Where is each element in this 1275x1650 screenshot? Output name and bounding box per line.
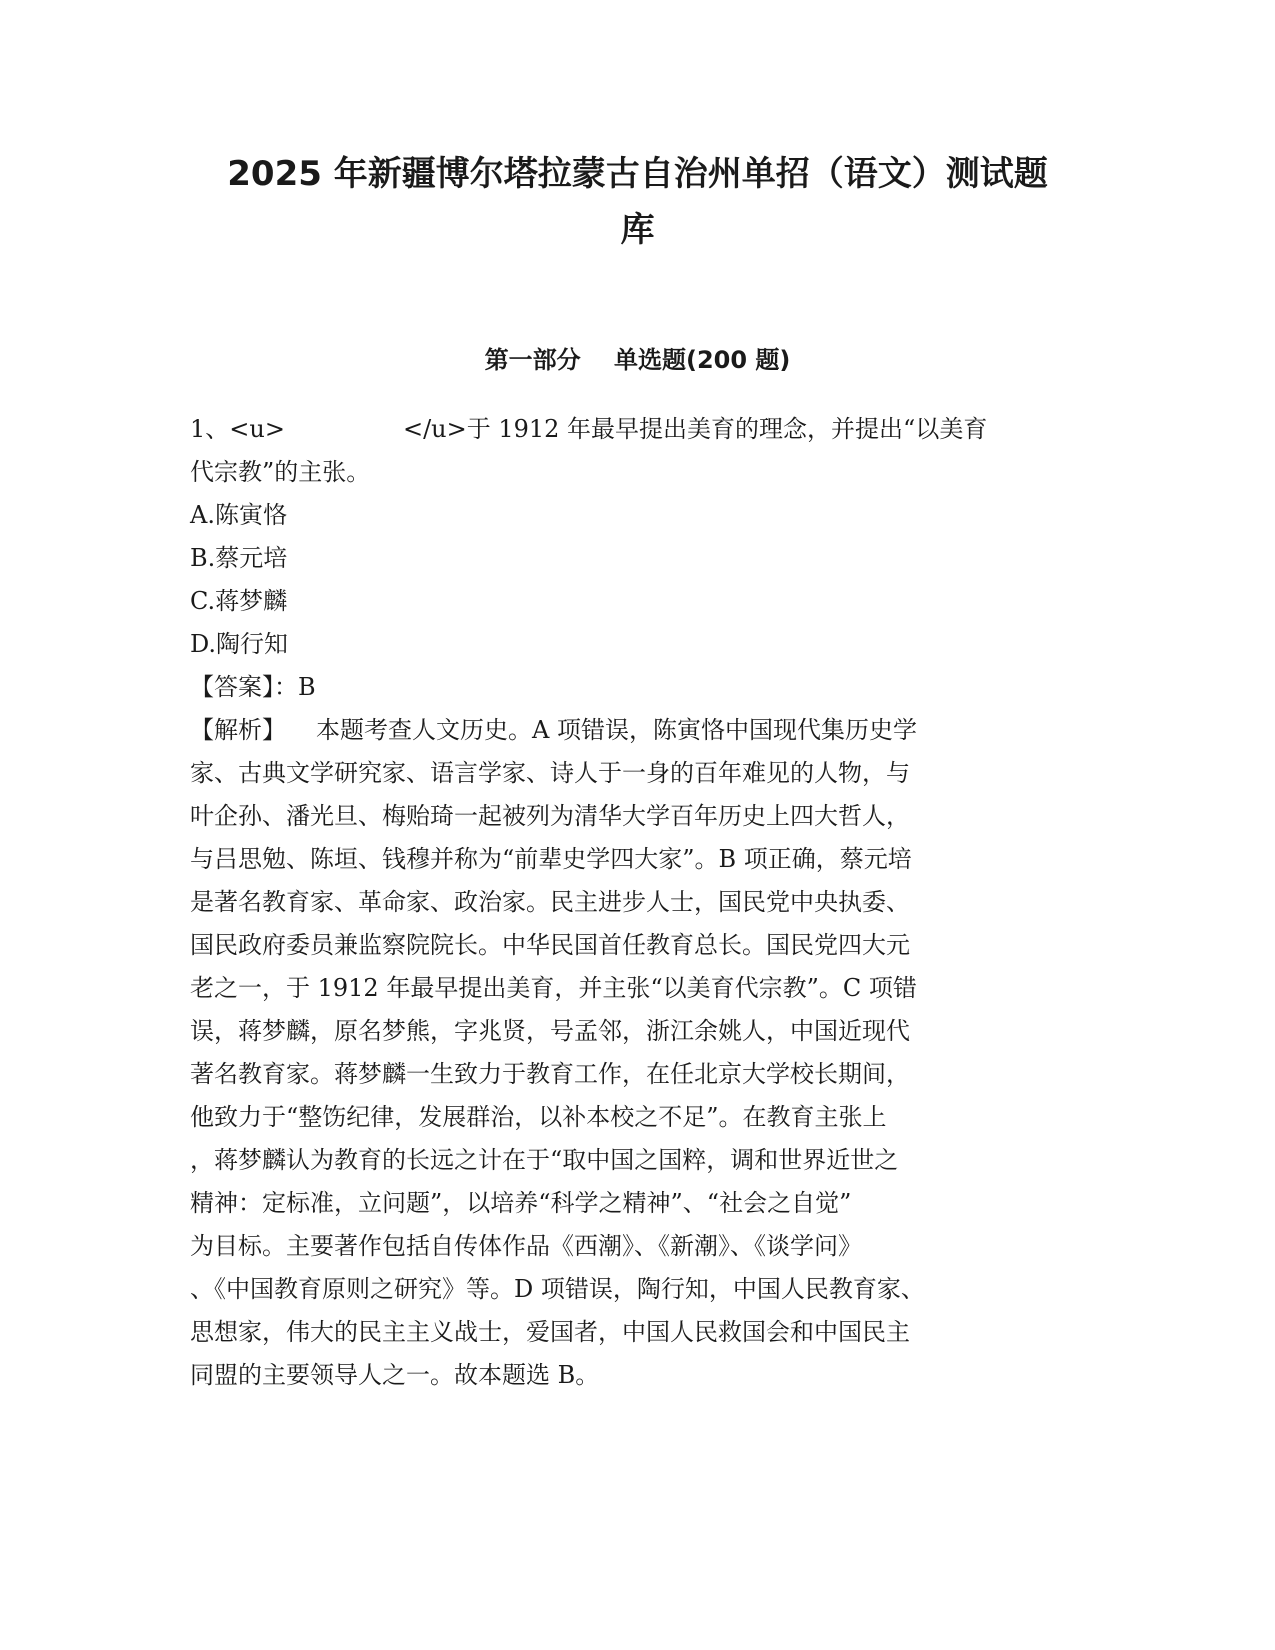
analysis-text-1: 本题考查人文历史。A 项错误，陈寅恪中国现代集历史学: [316, 716, 917, 744]
analysis-line-5: 是著名教育家、革命家、政治家。民主进步人士，国民党中央执委、: [190, 888, 910, 916]
question-stem-line-1: [190, 408, 1085, 451]
question-stem-text: </u>于 1912 年最早提出美育的理念，并提出“以美育: [402, 415, 988, 443]
option-d: D.陶行知: [190, 630, 289, 658]
analysis-line-3: 叶企孙、潘光旦、梅贻琦一起被列为清华大学百年历史上四大哲人，: [190, 802, 910, 830]
analysis-line-14: 、《中国教育原则之研究》等。D 项错误，陶行知，中国人民教育家、: [190, 1275, 925, 1303]
document-title: [190, 146, 1085, 258]
document-title-line-2: 库: [620, 210, 655, 250]
analysis-line-15: 思想家，伟大的民主主义战士，爱国者，中国人民救国会和中国民主: [190, 1318, 910, 1346]
question-block: [190, 408, 1085, 1397]
analysis-line-7: 老之一，于 1912 年最早提出美育，并主张“以美育代宗教”。C 项错: [190, 974, 917, 1002]
analysis-line-13: 为目标。主要著作包括自传体作品《西潮》、《新潮》、《谈学问》: [190, 1232, 862, 1260]
option-a: A.陈寅恪: [190, 501, 287, 529]
analysis-label: 【解析】: [190, 716, 286, 744]
question-number: 1、<u>: [190, 415, 285, 443]
analysis-line-2: 家、古典文学研究家、语言学家、诗人于一身的百年难见的人物，与: [190, 759, 910, 787]
question-stem-line-2: 代宗教”的主张。: [190, 458, 371, 486]
analysis-line-10: 他致力于“整饬纪律，发展群治，以补本校之不足”。在教育主张上: [190, 1103, 887, 1131]
answer-label: 【答案】：: [190, 673, 298, 701]
analysis-line-9: 著名教育家。蒋梦麟一生致力于教育工作，在任北京大学校长期间，: [190, 1060, 910, 1088]
analysis-line-16: 同盟的主要领导人之一。故本题选 B。: [190, 1361, 600, 1389]
option-b: B.蔡元培: [190, 544, 288, 572]
option-c: C.蒋梦麟: [190, 587, 288, 615]
analysis-line-12: 精神：定标准，立问题”，以培养“科学之精神”、“社会之自觉”: [190, 1189, 852, 1217]
answer-line: [190, 666, 1085, 709]
answer-value: B: [298, 673, 316, 701]
section-heading: 第一部分 单选题(200 题): [484, 346, 791, 374]
analysis-line-11: ，蒋梦麟认为教育的长远之计在于“取中国之国粹，调和世界近世之: [190, 1146, 899, 1174]
analysis-line-8: 误，蒋梦麟，原名梦熊，字兆贤，号孟邻，浙江余姚人，中国近现代: [190, 1017, 910, 1045]
document-title-line-1: 2025 年新疆博尔塔拉蒙古自治州单招（语文）测试题: [227, 154, 1048, 194]
analysis-line-4: 与吕思勉、陈垣、钱穆并称为“前辈史学四大家”。B 项正确，蔡元培: [190, 845, 912, 873]
analysis-line-1: [190, 709, 1085, 752]
analysis-line-6: 国民政府委员兼监察院院长。中华民国首任教育总长。国民党四大元: [190, 931, 910, 959]
